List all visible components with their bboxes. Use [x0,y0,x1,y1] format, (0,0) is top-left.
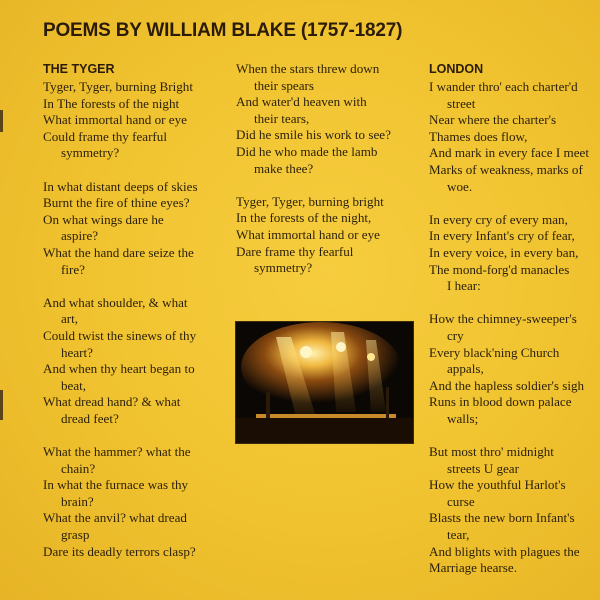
concert-stage-image [236,322,413,443]
poem-line: dread feet? [61,410,119,426]
poem-line: Tyger, Tyger, burning Bright [43,79,193,94]
poem-line: their spears [254,77,314,93]
poem-line: And what shoulder, & what [43,294,188,310]
poem-line: streets U gear [447,460,519,476]
poem-line: I hear: [447,278,481,294]
poem-line: Could twist the sinews of thy [43,327,197,343]
poem-line: cry [447,327,464,343]
stanza-gap [43,278,198,295]
poem-line: In The forests of the night [43,95,180,111]
poem-line: make thee? [254,160,314,176]
poem-title-tyger: THE TYGER [43,62,115,76]
poem-line: And water'd heaven with [236,94,367,110]
poem-line: What immortal hand or eye [236,226,380,242]
poem-line: woe. [447,178,473,194]
tyger-column-2 [236,61,391,277]
poem-line: And when thy heart began to [43,361,195,377]
poem-line: Marriage hearse. [429,560,517,576]
poem-line: tear, [447,527,470,543]
poem-line: chain? [61,460,96,476]
binding-mark [0,390,3,420]
tyger-column-1 [43,79,198,560]
poem-line: Dare frame thy fearful [236,243,354,259]
stanza-gap [236,177,391,194]
poem-line: Marks of weakness, marks of [429,161,583,177]
poem-line: What the anvil? what dread [43,510,187,526]
poem-line: Did he smile his work to see? [236,127,391,143]
binding-mark [0,110,3,132]
poem-line: fire? [61,261,85,277]
poem-line: symmetry? [254,260,313,276]
poem-line: In what distant deeps of skies [43,178,198,194]
poem-line: Runs in blood down palace [429,394,572,410]
poem-title-london: LONDON [429,62,484,76]
page-title: POEMS BY WILLIAM BLAKE (1757-1827) [43,20,403,41]
poem-line: Dare its deadly terrors clasp? [43,543,196,559]
poem-line: In every voice, in every ban, [429,244,579,260]
poem-line: art, [61,311,79,327]
poem-line: aspire? [61,228,99,244]
poem-line: On what wings dare he [43,211,164,227]
poem-line: What the hammer? what the [43,444,191,460]
poem-line: walls; [447,410,479,426]
poem-line: Every black'ning Church [429,344,560,360]
poem-line: brain? [61,493,94,509]
poem-line: street [447,95,476,111]
poem-line: The mond-forg'd manacles [429,261,570,277]
poem-line: Burnt the fire of thine eyes? [43,195,190,211]
poem-line: heart? [61,344,93,360]
poem-line: How the youthful Harlot's [429,477,566,493]
poem-line: In every cry of every man, [429,211,568,227]
poem-line: their tears, [254,110,310,126]
poem-line: When the stars threw down [236,61,380,76]
poem-line: Tyger, Tyger, burning bright [236,193,384,209]
poem-line: What the hand dare seize the [43,244,194,260]
poem-line: Could frame thy fearful [43,128,167,144]
poem-line: In every Infant's cry of fear, [429,228,575,244]
poem-line: What immortal hand or eye [43,112,187,128]
poem-line: What dread hand? & what [43,394,181,410]
poem-line: How the chimney-sweeper's [429,311,577,327]
poem-line: And blights with plagues the [429,543,580,559]
london-column [429,79,589,577]
stanza-gap [429,427,589,444]
stanza-gap [43,162,198,179]
stanza-gap [43,427,198,444]
poem-line: curse [447,493,475,509]
stanza-gap [429,195,589,212]
poem-line: But most thro' midnight [429,444,554,460]
stanza-gap [429,295,589,312]
poem-line: beat, [61,377,87,393]
poem-line: And the hapless soldier's sigh [429,377,585,393]
poem-line: Thames does flow, [429,128,528,144]
poem-line: In the forests of the night, [236,210,372,226]
poem-line: In what the furnace was thy [43,477,189,493]
stage-lights-photo [235,321,414,444]
poem-line: Did he who made the lamb [236,143,378,159]
poem-line: grasp [61,527,90,543]
poem-line: And mark in every face I meet [429,145,589,161]
poem-line: I wander thro' each charter'd [429,79,578,94]
poem-line: symmetry? [61,145,120,161]
poem-line: Near where the charter's [429,112,557,128]
poem-line: Blasts the new born Infant's [429,510,575,526]
poem-line: appals, [447,361,484,377]
